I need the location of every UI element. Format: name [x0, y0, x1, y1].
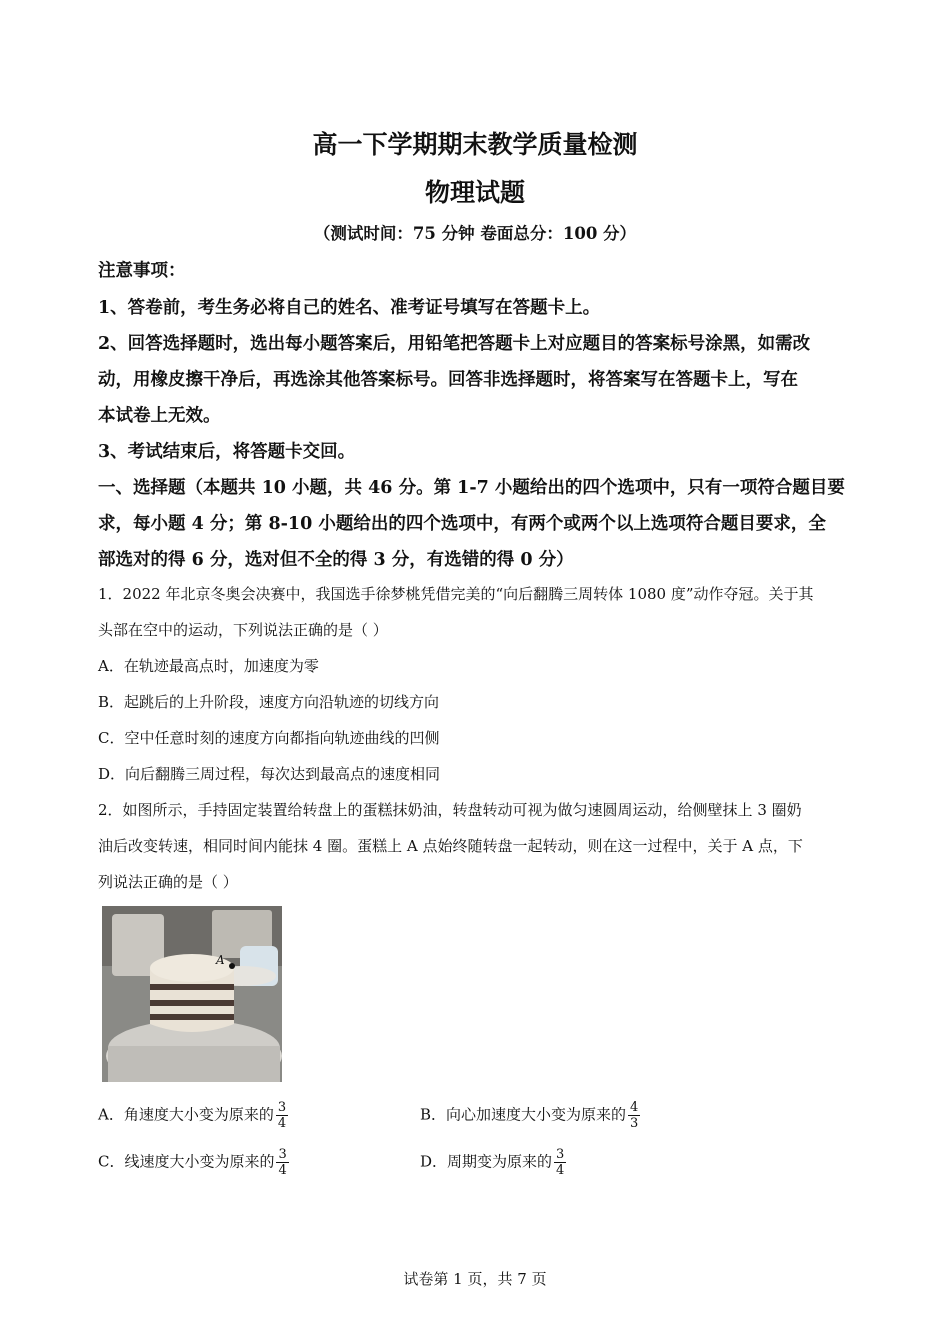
fraction-denominator: 4: [278, 1163, 287, 1178]
notes-line: 2、回答选择题时，选出每小题答案后，用铅笔把答题卡上对应题目的答案标号涂黑，如需改: [98, 334, 811, 354]
fraction: [628, 1100, 640, 1131]
point-a-label: A: [216, 953, 225, 967]
section-heading-line: 求，每小题 4 分；第 8-10 小题给出的四个选项中，有两个或两个以上选项符合题目要求，全: [98, 514, 826, 534]
q2-option-c: [98, 1147, 289, 1178]
q2-option-b: [420, 1100, 640, 1131]
section-heading-line: 部选对的得 6 分，选对但不全的得 3 分，有选错的得 0 分）: [98, 550, 574, 570]
q2-option-a-text: A．角速度大小变为原来的: [98, 1105, 274, 1124]
page-title: 高一下学期期末教学质量检测: [312, 130, 638, 159]
notes-line: 3、考试结束后，将答题卡交回。: [98, 442, 356, 462]
q1-option-c: C．空中任意时刻的速度方向都指向轨迹曲线的凹侧: [98, 729, 440, 747]
cake-turntable-photo: [102, 906, 282, 1082]
section-heading-line: 一、选择题（本题共 10 小题，共 46 分。第 1-7 小题给出的四个选项中，只有一项符合题目要: [98, 478, 845, 498]
notes-heading: 注意事项：: [98, 261, 186, 281]
q1-option-d: D．向后翻腾三周过程，每次达到最高点的速度相同: [98, 765, 441, 783]
q1-option-a: A．在轨迹最高点时，加速度为零: [98, 657, 319, 675]
q1-stem-line: 1．2022 年北京冬奥会决赛中，我国选手徐梦桃凭借完美的“向后翻腾三周转体 1080 度”动作夺冠。关于其: [98, 585, 814, 603]
fraction-denominator: 4: [556, 1163, 565, 1178]
fraction: [276, 1147, 288, 1178]
q2-option-c-text: C．线速度大小变为原来的: [98, 1152, 275, 1171]
exam-info: （测试时间：75 分钟 卷面总分：100 分）: [313, 224, 637, 243]
fraction-denominator: 3: [630, 1116, 639, 1131]
q2-option-d: [420, 1147, 566, 1178]
q1-stem-line: 头部在空中的运动，下列说法正确的是（ ）: [98, 621, 388, 639]
q2-stem-line: 列说法正确的是（ ）: [98, 873, 238, 891]
notes-line: 本试卷上无效。: [98, 406, 221, 426]
fraction-numerator: 4: [630, 1100, 639, 1115]
q2-option-a: [98, 1100, 288, 1131]
fraction-denominator: 4: [277, 1116, 287, 1131]
q2-stem-line: 油后改变转速，相同时间内能抹 4 圈。蛋糕上 A 点始终随转盘一起转动，则在这一过程中，关于 A 点，下: [98, 837, 803, 855]
q2-option-d-text: D．周期变为原来的: [420, 1152, 553, 1171]
page-footer: 试卷第 1 页，共 7 页: [403, 1270, 547, 1288]
fraction-numerator: 3: [277, 1100, 287, 1115]
q2-stem-line: 2．如图所示，手持固定装置给转盘上的蛋糕抹奶油，转盘转动可视为做匀速圆周运动，给侧壁抹上 3 圈奶: [98, 801, 802, 819]
fraction: [554, 1147, 566, 1178]
notes-line: 1、答卷前，考生务必将自己的姓名、准考证号填写在答题卡上。: [98, 298, 601, 318]
q1-option-b: B．起跳后的上升阶段，速度方向沿轨迹的切线方向: [98, 693, 440, 711]
q2-option-b-text: B．向心加速度大小变为原来的: [420, 1105, 627, 1124]
fraction-numerator: 3: [556, 1147, 565, 1162]
notes-line: 动，用橡皮擦干净后，再选涂其他答案标号。回答非选择题时，将答案写在答题卡上，写在: [98, 370, 798, 390]
fraction: [276, 1100, 288, 1131]
page-subtitle: 物理试题: [424, 178, 525, 207]
fraction-numerator: 3: [278, 1147, 287, 1162]
